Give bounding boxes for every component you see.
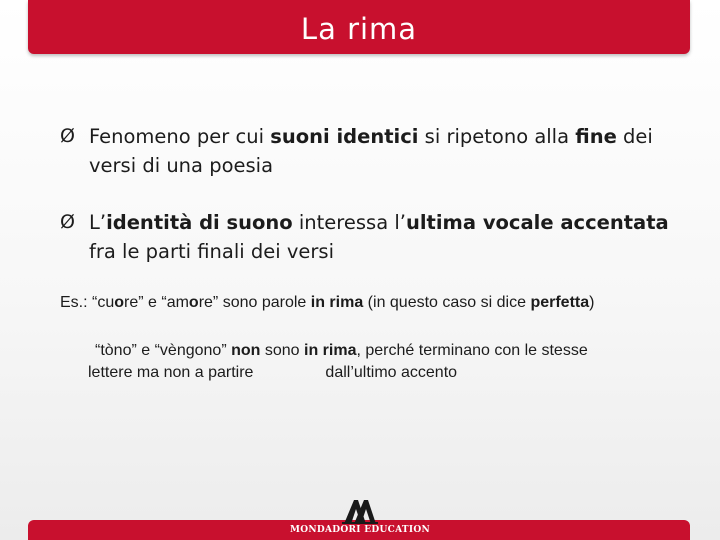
text-run: ” e “ xyxy=(131,342,160,359)
example-1 xyxy=(60,292,680,314)
text-run: L’ xyxy=(89,211,107,234)
mondadori-logo xyxy=(0,497,720,525)
text-run: sono xyxy=(260,342,305,359)
text-run: Fenomeno per cui xyxy=(89,125,271,148)
text-run: “ xyxy=(95,342,101,359)
slide-title: La rima xyxy=(300,12,418,46)
example-2 xyxy=(88,340,688,384)
text-run: ” xyxy=(221,342,232,359)
emphasis-text: identità di suono xyxy=(106,211,293,234)
example-2-line-1 xyxy=(88,340,688,362)
arrow-bullet-icon: Ø xyxy=(60,125,75,147)
bullet-text-1 xyxy=(89,122,670,180)
text-run: , perché terminano con le stesse xyxy=(356,342,588,359)
text-run: interessa l’ xyxy=(292,211,406,234)
text-run: ) xyxy=(589,294,595,311)
text-run: lettere ma non a partire xyxy=(88,364,254,381)
text-run: vèngono xyxy=(159,342,222,359)
emphasis-text: in rima xyxy=(304,342,357,359)
publisher-name: MONDADORI EDUCATION xyxy=(289,525,431,535)
text-run: re” e “am xyxy=(124,294,189,311)
title-bar xyxy=(28,0,690,54)
text-run: fra le parti finali dei versi xyxy=(89,240,334,263)
emphasis-text: o xyxy=(188,294,199,311)
text-run: tòno xyxy=(100,342,132,359)
publisher-logo-icon xyxy=(340,497,380,525)
emphasis-text: non xyxy=(231,342,261,359)
arrow-bullet-icon: Ø xyxy=(60,211,75,233)
emphasis-text: perfetta xyxy=(530,294,590,311)
emphasis-text: in rima xyxy=(310,294,364,311)
text-run: (in questo caso si dice xyxy=(363,294,531,311)
example-2-line-2 xyxy=(88,362,688,384)
emphasis-text: fine xyxy=(575,125,617,148)
bullet-item-2 xyxy=(60,208,670,266)
emphasis-text: ultima vocale accentata xyxy=(405,211,669,234)
text-run: dei versi di una poesia xyxy=(89,125,653,177)
text-run: re” sono parole xyxy=(198,294,311,311)
text-run: si ripetono alla xyxy=(418,125,576,148)
bullet-text-2 xyxy=(89,208,670,266)
emphasis-text: o xyxy=(114,294,125,311)
emphasis-text: suoni identici xyxy=(270,125,419,148)
text-run: dall’ultimo accento xyxy=(325,364,458,381)
bullet-item-1 xyxy=(60,122,670,180)
text-run: Es.: “cu xyxy=(60,294,115,311)
